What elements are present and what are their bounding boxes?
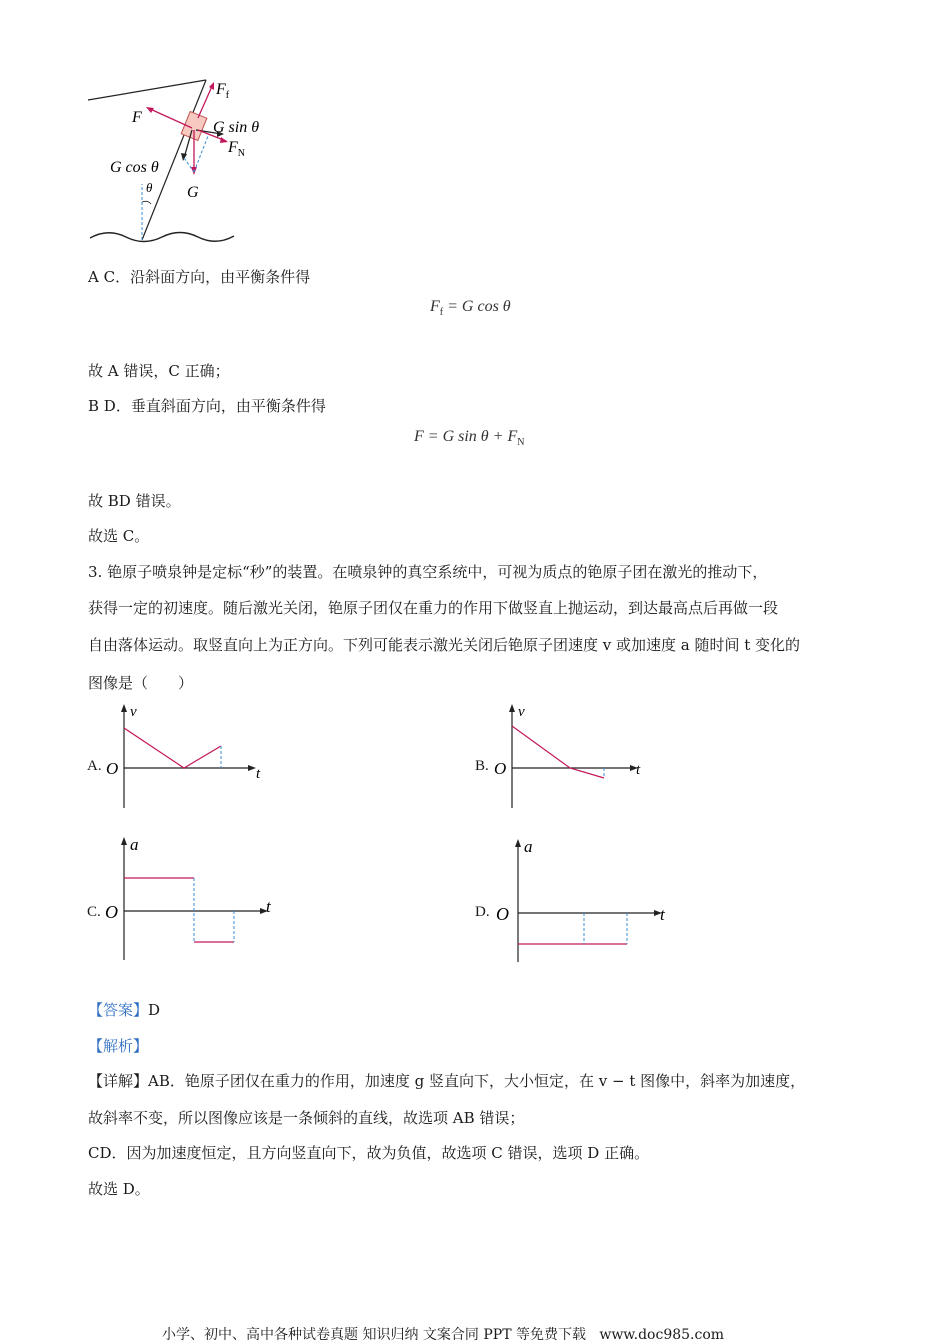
option-d-graph [494, 834, 674, 964]
answer-line [88, 1000, 160, 1020]
ac-line: A C．沿斜面方向，由平衡条件得 [88, 268, 311, 286]
force-diagram [84, 74, 284, 246]
a-origin: O [106, 759, 119, 778]
cd-line: CD．因为加速度恒定，且方向竖直向下，故为负值，故选项 C 错误，选项 D 正确。 [88, 1144, 650, 1162]
c-origin: O [105, 902, 118, 922]
option-d-label: D. [475, 904, 490, 920]
label-g: G [187, 184, 199, 201]
footer [162, 1324, 724, 1344]
friction-arrow [198, 84, 213, 118]
label-theta: θ [146, 180, 153, 195]
analysis-tag: 【解析】 [88, 1037, 149, 1055]
detail-line-2: 故斜率不变，所以图像应该是一条倾斜的直线，故选项 AB 错误； [88, 1109, 525, 1127]
construction-dash-2 [194, 136, 208, 172]
question-line-2: 获得一定的初速度。随后激光关闭，铯原子团仅在重力的作用下做竖直上抛运动，到达最高点后再做一段 [88, 599, 779, 617]
option-b-label: B. [475, 758, 489, 774]
question-line-1: 3. 铯原子喷泉钟是定标“秒”的装置。在喷泉钟的真空系统中，可视为质点的铯原子团在激光的推动下， [88, 563, 768, 581]
label-gcos: G cos θ [110, 159, 159, 176]
option-a-graph [100, 702, 270, 810]
theta-arc [142, 201, 151, 204]
option-c-label: C. [87, 904, 101, 920]
detail-text-1: AB．铯原子团仅在重力的作用，加速度 g 竖直向下，大小恒定，在 v − t 图像中，斜率为加速度， [148, 1072, 806, 1090]
a-xlabel: t [256, 766, 261, 782]
formula-friction: $F_f = G$ cos θ [430, 298, 511, 319]
label-fn: $F_N$ [228, 139, 246, 159]
detail-tag: 【详解】 [88, 1072, 149, 1090]
top-line [88, 80, 206, 100]
force-f-arrow [148, 108, 192, 128]
d-ylabel: a [524, 837, 533, 856]
c-xlabel: t [266, 897, 271, 916]
c-ylabel: a [130, 835, 139, 854]
option-c-graph [100, 832, 280, 962]
answer-tag: 【答案】 [88, 1001, 149, 1019]
b-y-arrowhead [509, 704, 515, 712]
label-f: F [132, 109, 142, 126]
g-cos-arrowhead [181, 153, 187, 161]
normal-arrowhead [220, 137, 228, 143]
b-xlabel: t [636, 762, 641, 778]
ac-conclusion: 故 A 错误，C 正确； [88, 362, 230, 380]
footer-text: 小学、初中、高中各种试卷真题 知识归纳 文案合同 PPT 等免费下载 [162, 1327, 586, 1343]
option-b-graph [488, 702, 658, 810]
question-line-3: 自由落体运动。取竖直向上为正方向。下列可能表示激光关闭后铯原子团速度 v 或加速度 a 随时间 t 变化的 [88, 636, 801, 654]
b-ylabel: v [518, 704, 525, 720]
footer-url[interactable]: www.doc985.com [599, 1327, 725, 1343]
option-a-label: A. [87, 758, 102, 774]
ground-wave [90, 233, 234, 242]
bd-line: B D．垂直斜面方向，由平衡条件得 [88, 397, 326, 415]
question-line-4: 图像是（ ） [88, 674, 194, 692]
label-gsin: G sin θ [213, 119, 260, 136]
a-ylabel: v [130, 704, 137, 720]
d-xlabel: t [660, 905, 665, 924]
bd-conclusion: 故 BD 错误。 [88, 492, 181, 510]
b-curve [512, 726, 604, 778]
prev-choice: 故选 C。 [88, 527, 150, 545]
d-origin: O [496, 904, 509, 924]
label-ff: $F_f$ [216, 81, 230, 101]
a-curve [124, 728, 221, 768]
c-y-arrowhead [121, 837, 127, 845]
d-y-arrowhead [515, 839, 521, 847]
answer-value: D [148, 1001, 161, 1019]
formula-force: F = G $\sin \theta + F_N$ [414, 428, 525, 449]
detail-line-1 [88, 1071, 805, 1091]
final-choice: 故选 D。 [88, 1180, 150, 1198]
a-y-arrowhead [121, 704, 127, 712]
b-origin: O [494, 759, 507, 778]
a-x-arrowhead [248, 765, 256, 771]
